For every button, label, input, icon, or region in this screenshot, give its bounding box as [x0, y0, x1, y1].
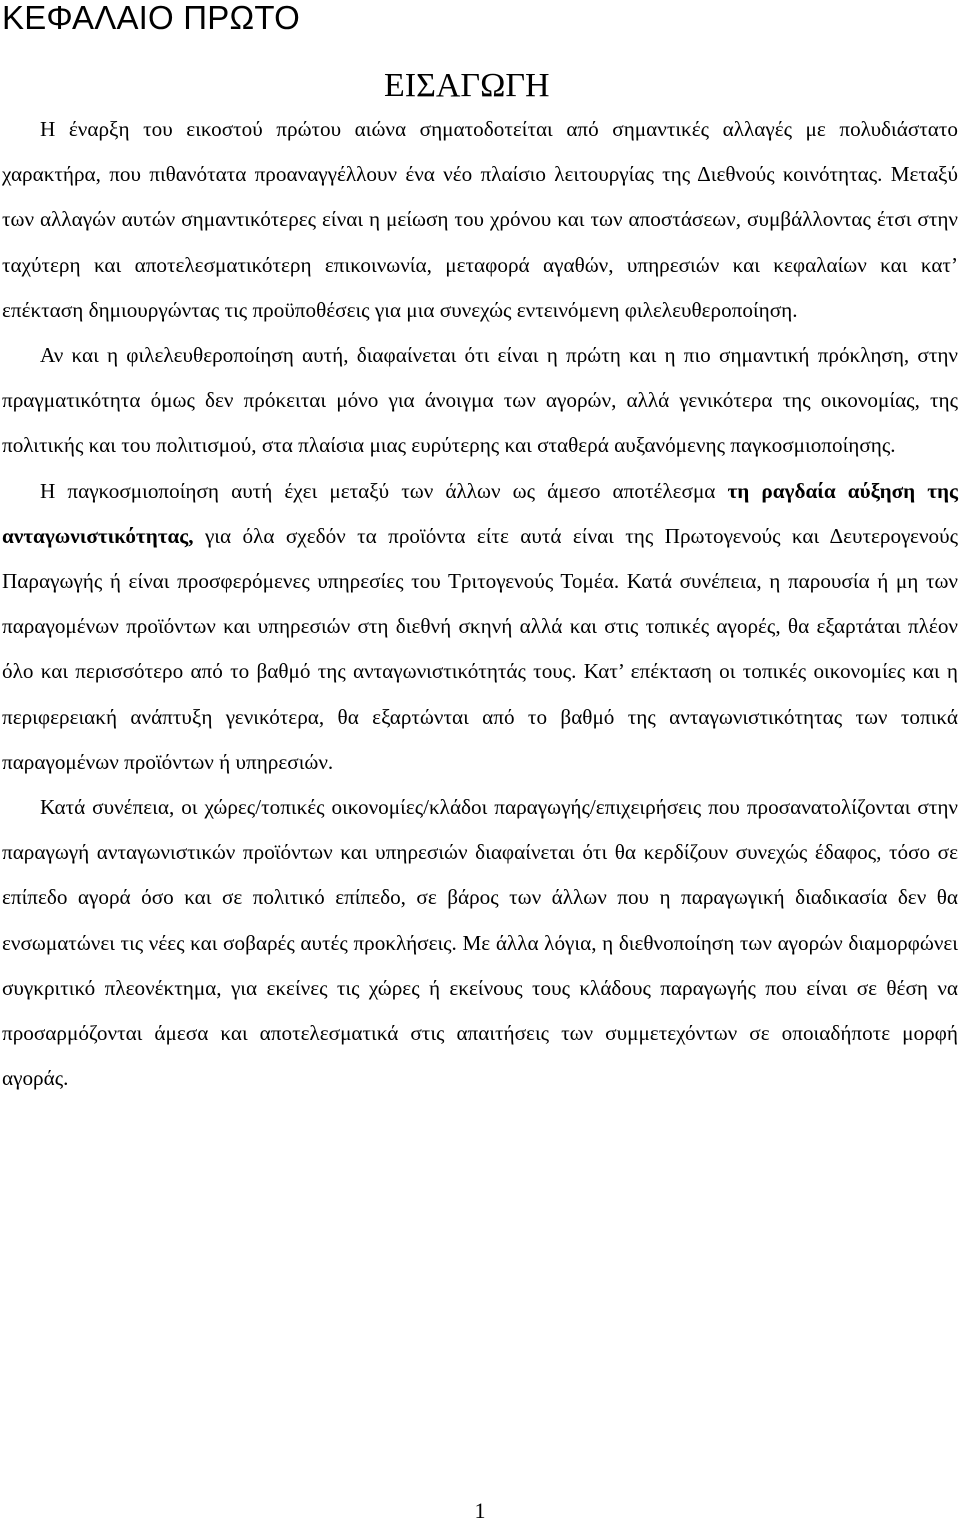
chapter-heading: ΚΕΦΑΛΑΙΟ ΠΡΩΤΟ	[2, 0, 301, 36]
paragraph-1: Η έναρξη του εικοστού πρώτου αιώνα σηματοδοτείται από σημαντικές αλλαγές με πολυδιάστατο χαρακτήρα, που πιθανότατα προαναγγέλλουν ένα νέο πλαίσιο λειτουργίας της Διεθνούς κοινότητας. Μεταξύ των αλλαγών αυτών σημαντικότερες είναι η μείωση του χρόνου και των αποστάσεων, συμβάλλοντας έτσι στην ταχύτερη και αποτελεσματικότερη επικοινωνία, μεταφορά αγαθών, υπηρεσιών και κεφαλαίων και κατ’ επέκταση δημιουργώντας τις προϋποθέσεις για μια συνεχώς εντεινόμενη φιλελευθεροποίηση.	[2, 117, 958, 322]
page-number: 1	[474, 1498, 486, 1523]
section-title: ΕΙΣΑΓΩΓΗ	[384, 67, 550, 104]
body-text	[2, 107, 958, 1101]
paragraph-2: Αν και η φιλελευθεροποίηση αυτή, διαφαίνεται ότι είναι η πρώτη και η πιο σημαντική πρόκληση, στην πραγματικότητα όμως δεν πρόκειται μόνο για άνοιγμα των αγορών, αλλά γενικότερα της οικονομίας, της πολιτικής και του πολιτισμού, στα πλαίσια μιας ευρύτερης και σταθερά αυξανόμενης παγκοσμιοποίησης.	[2, 343, 958, 458]
paragraph-3-rest: για όλα σχεδόν τα προϊόντα είτε αυτά είναι της Πρωτογενούς και Δευτερογενούς Παραγωγής ή είναι προσφερόμενες υπηρεσίες του Τριτογενούς Τομέα. Κατά συνέπεια, η παρουσία ή μη των παραγομένων προϊόντων και υπηρεσιών στη διεθνή σκηνή αλλά και στις τοπικές αγορές, θα εξαρτάται πλέον όλο και περισσότερο από το βαθμό της ανταγωνιστικότητάς τους. Κατ’ επέκταση οι τοπικές οικονομίες και η περιφερειακή ανάπτυξη γενικότερα, θα εξαρτώνται από το βαθμό της ανταγωνιστικότητας των τοπικά παραγομένων προϊόντων ή υπηρεσιών.	[2, 523, 958, 774]
paragraph-3-emphasis: τη ραγδαία αύξηση της ανταγωνιστικότητας,	[2, 478, 958, 548]
paragraph-3	[2, 469, 958, 785]
paragraph-3-intro: Η παγκοσμιοποίηση αυτή έχει μεταξύ των άλλων ως άμεσο αποτέλεσμα	[40, 478, 728, 503]
paragraph-4: Κατά συνέπεια, οι χώρες/τοπικές οικονομίες/κλάδοι παραγωγής/επιχειρήσεις που προσανατολίζονται στην παραγωγή ανταγωνιστικών προϊόντων και υπηρεσιών διαφαίνεται ότι θα κερδίζουν συνεχώς έδαφος, τόσο σε επίπεδο αγορά όσο και σε πολιτικό επίπεδο, σε βάρος των άλλων που η παραγωγική διαδικασία δεν θα ενσωματώνει τις νέες και σοβαρές αυτές προκλήσεις. Με άλλα λόγια, η διεθνοποίηση των αγορών διαμορφώνει συγκριτικό πλεονέκτημα, για εκείνες τις χώρες ή εκείνους τους κλάδους παραγωγής που είναι σε θέση να προσαρμόζονται άμεσα και αποτελεσματικά στις απαιτήσεις των συμμετεχόντων σε οποιαδήποτε μορφή αγοράς.	[2, 795, 958, 1091]
